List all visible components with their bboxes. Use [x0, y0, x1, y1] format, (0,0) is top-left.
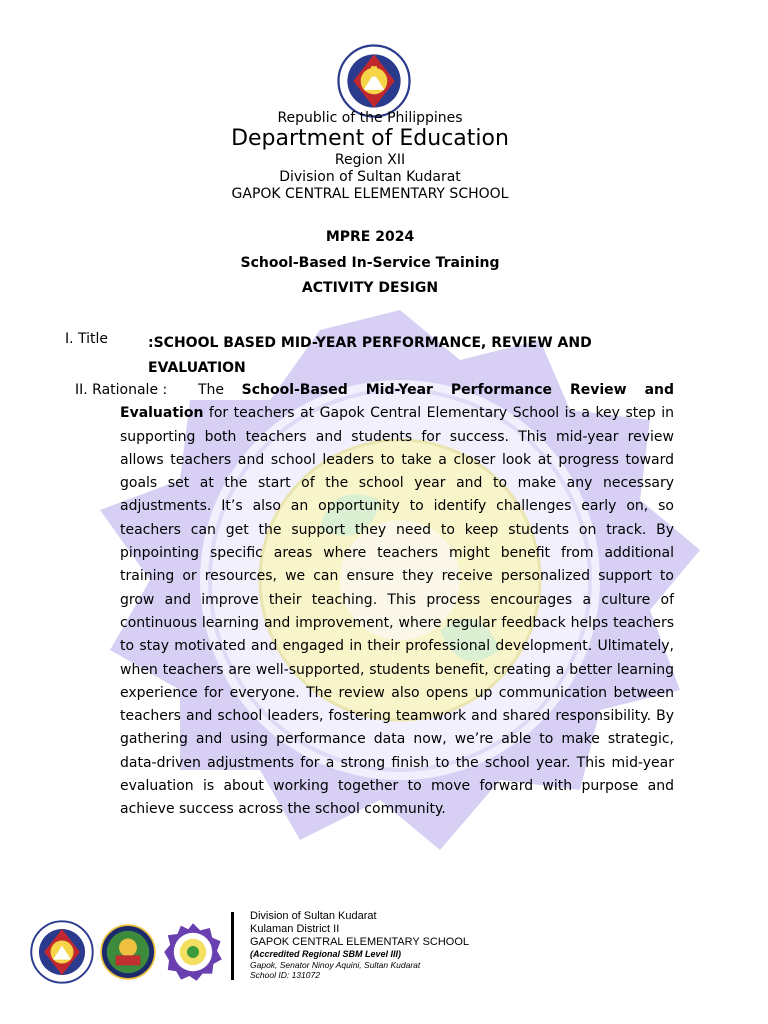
school-heading: GAPOK CENTRAL ELEMENTARY SCHOOL: [231, 186, 509, 202]
footer-school-name: GAPOK CENTRAL ELEMENTARY SCHOOL: [250, 936, 470, 948]
school-logo-icon: [163, 922, 223, 982]
republic-heading: Republic of the Philippines: [277, 110, 463, 126]
footer-address: Gapok, Senator Ninoy Aquini, Sultan Kudarat: [250, 960, 421, 970]
division-seal-icon: [100, 924, 156, 980]
region-heading: Region XII: [334, 152, 406, 168]
division-heading: Division of Sultan Kudarat: [279, 169, 461, 185]
rationale-paragraph: [120, 379, 674, 822]
rationale-text: for teachers at Gapok Central Elementary School is a key step in supporting both teachers and students for success. This mid-year review allows teachers and school leaders to take a closer look at progress toward goals set at the start of the school year and to make any necessary adjustments. It’s also an opportunity to identify challenges early on, so teachers can get the support they need to keep students on track. By pinpointing specific areas where teachers might benefit from additional training or resources, we can ensure they receive personalized support to grow and improve their teaching. This process encourages a culture of continuous learning and improvement, where regular feedback helps teachers to stay motivated and engaged in their professional development. Ultimately, when teachers are well-supported, students benefit, creating a better learning experience for everyone. The review also opens up communication between teachers and school leaders, fostering teamwork and shared responsibility. By gathering and using performance data now, we’re able to make strategic, data-driven adjustments for a strong finish to the school year. This mid-year evaluation is about working together to move forward with purpose and achieve success across the school community.: [120, 405, 674, 818]
footer-school-id: School ID: 131072: [250, 970, 320, 980]
section-title-label: I. Title: [65, 331, 109, 347]
footer-accreditation: (Accredited Regional SBM Level III): [250, 949, 402, 959]
footer-district: Kulaman District II: [250, 923, 340, 935]
rationale-bold-phrase: School-Based Mid-Year Performance Review and Evaluation: [120, 382, 675, 422]
document-title-training: School-Based In-Service Training: [240, 255, 500, 271]
document-title-activity-design: ACTIVITY DESIGN: [301, 280, 439, 296]
section-title-value: :SCHOOL BASED MID-YEAR PERFORMANCE, REVIEW AND EVALUATION: [148, 335, 592, 376]
deped-seal-icon: [337, 44, 411, 118]
footer-division: Division of Sultan Kudarat: [250, 910, 377, 922]
footer-divider: [231, 912, 234, 980]
deped-seal-footer-icon: [30, 920, 94, 984]
department-heading: Department of Education: [231, 126, 509, 151]
section-rationale-label: II. Rationale :: [75, 382, 168, 398]
rationale-lead-word: The: [198, 382, 225, 398]
document-title-mpre: MPRE 2024: [325, 229, 415, 245]
